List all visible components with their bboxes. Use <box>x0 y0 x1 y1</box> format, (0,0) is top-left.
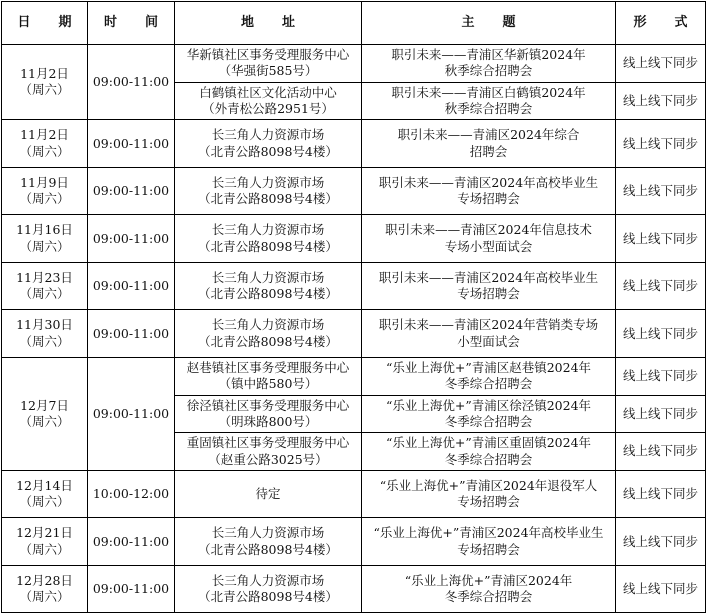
format-cell: 线上线下同步 <box>616 565 706 613</box>
format-cell: 线上线下同步 <box>616 395 706 433</box>
address-cell <box>175 433 362 471</box>
time-cell: 09:00-11:00 <box>88 518 175 566</box>
date-text: 11月30日 <box>16 317 73 333</box>
format-cell: 线上线下同步 <box>616 215 706 263</box>
header-address: 地 址 <box>175 2 362 45</box>
address-line: （明珠路800号） <box>218 413 318 429</box>
time-cell: 09:00-11:00 <box>88 262 175 310</box>
format-cell: 线上线下同步 <box>616 518 706 566</box>
weekday-text: （周六） <box>19 589 70 605</box>
header-row <box>2 2 706 45</box>
date-cell <box>2 45 88 120</box>
date-cell <box>2 262 88 310</box>
table-row <box>2 518 706 566</box>
address-cell <box>175 518 362 566</box>
date-text: 11月16日 <box>16 222 73 238</box>
theme-line: “乐业上海优+”青浦区2024年退役军人 <box>379 477 598 493</box>
address-line: 长三角人力资源市场 <box>211 317 325 333</box>
address-cell <box>175 215 362 263</box>
job-fair-schedule-table <box>1 1 706 613</box>
time-cell: 09:00-11:00 <box>88 565 175 613</box>
table-row <box>2 45 706 83</box>
theme-line: 职引未来——青浦区2024年高校毕业生 <box>378 269 599 285</box>
theme-line: 小型面试会 <box>457 333 520 349</box>
date-text: 12月7日 <box>20 397 69 413</box>
theme-cell <box>362 82 616 120</box>
theme-line: 秋季综合招聘会 <box>444 101 533 117</box>
address-line: 长三角人力资源市场 <box>211 525 325 541</box>
format-cell: 线上线下同步 <box>616 433 706 471</box>
date-cell <box>2 518 88 566</box>
address-line: 长三角人力资源市场 <box>211 572 325 588</box>
theme-cell <box>362 518 616 566</box>
weekday-text: （周六） <box>19 238 70 254</box>
theme-line: 职引未来——青浦区2024年营销类专场 <box>378 317 599 333</box>
theme-cell <box>362 167 616 215</box>
format-cell: 线上线下同步 <box>616 357 706 395</box>
date-text: 12月28日 <box>16 572 73 588</box>
theme-cell <box>362 395 616 433</box>
date-text: 12月21日 <box>16 525 73 541</box>
format-cell: 线上线下同步 <box>616 120 706 168</box>
time-cell: 09:00-11:00 <box>88 215 175 263</box>
address-line: （北青公路8098号4楼） <box>198 191 338 207</box>
address-line: （华强街585号） <box>218 63 318 79</box>
date-cell <box>2 357 88 470</box>
address-line: 赵巷镇社区事务受理服务中心 <box>186 359 350 375</box>
address-line: （外青松公路2951号） <box>202 101 334 117</box>
date-text: 11月23日 <box>16 269 73 285</box>
table-row <box>2 310 706 358</box>
schedule-body <box>2 45 706 613</box>
table-row <box>2 215 706 263</box>
header-date: 日 期 <box>2 2 88 45</box>
format-cell: 线上线下同步 <box>616 470 706 518</box>
address-line: 徐泾镇社区事务受理服务中心 <box>186 397 350 413</box>
weekday-text: （周六） <box>19 191 70 207</box>
table-row <box>2 120 706 168</box>
theme-line: 秋季综合招聘会 <box>444 63 533 79</box>
address-line: （北青公路8098号4楼） <box>198 333 338 349</box>
address-cell <box>175 262 362 310</box>
address-line: 重固镇社区事务受理服务中心 <box>186 435 350 451</box>
theme-line: 职引未来——青浦区2024年高校毕业生 <box>378 174 599 190</box>
theme-cell <box>362 357 616 395</box>
theme-line: 冬季综合招聘会 <box>444 451 533 467</box>
theme-line: 冬季综合招聘会 <box>444 413 533 429</box>
table-row <box>2 470 706 518</box>
date-cell <box>2 565 88 613</box>
address-cell <box>175 167 362 215</box>
time-cell: 09:00-11:00 <box>88 357 175 470</box>
theme-line: 招聘会 <box>469 143 508 159</box>
theme-line: 职引未来——青浦区白鹤镇2024年 <box>391 84 586 100</box>
theme-cell <box>362 310 616 358</box>
header-theme: 主 题 <box>362 2 616 45</box>
date-cell <box>2 215 88 263</box>
theme-cell <box>362 262 616 310</box>
date-text: 11月2日 <box>20 65 69 81</box>
theme-line: “乐业上海优+”青浦区重固镇2024年 <box>385 435 592 451</box>
address-line: 白鹤镇社区文化活动中心 <box>199 84 337 100</box>
address-cell <box>175 357 362 395</box>
theme-cell <box>362 120 616 168</box>
weekday-text: （周六） <box>19 286 70 302</box>
time-cell: 09:00-11:00 <box>88 120 175 168</box>
weekday-text: （周六） <box>19 541 70 557</box>
theme-line: 专场招聘会 <box>457 541 520 557</box>
weekday-text: （周六） <box>19 82 70 98</box>
address-cell <box>175 120 362 168</box>
address-line: 待定 <box>255 486 281 502</box>
format-cell: 线上线下同步 <box>616 262 706 310</box>
theme-line: 专场招聘会 <box>457 286 520 302</box>
theme-line: 职引未来——青浦区2024年信息技术 <box>385 222 592 238</box>
address-line: 长三角人力资源市场 <box>211 269 325 285</box>
address-cell <box>175 310 362 358</box>
address-cell <box>175 82 362 120</box>
address-line: （镇中路580号） <box>218 376 318 392</box>
weekday-text: （周六） <box>19 494 70 510</box>
time-cell: 09:00-11:00 <box>88 310 175 358</box>
address-line: 长三角人力资源市场 <box>211 127 325 143</box>
time-cell: 09:00-11:00 <box>88 167 175 215</box>
address-line: 长三角人力资源市场 <box>211 174 325 190</box>
date-cell <box>2 167 88 215</box>
header-time: 时 间 <box>88 2 175 45</box>
table-row <box>2 262 706 310</box>
theme-cell <box>362 215 616 263</box>
weekday-text: （周六） <box>19 413 70 429</box>
address-line: （赵重公路3025号） <box>208 451 328 467</box>
time-cell: 09:00-11:00 <box>88 45 175 120</box>
table-row <box>2 565 706 613</box>
address-cell <box>175 565 362 613</box>
theme-line: 专场小型面试会 <box>444 238 533 254</box>
theme-line: “乐业上海优+”青浦区2024年 <box>404 572 573 588</box>
address-line: （北青公路8098号4楼） <box>198 238 338 254</box>
table-row <box>2 167 706 215</box>
address-cell <box>175 45 362 83</box>
format-cell: 线上线下同步 <box>616 82 706 120</box>
weekday-text: （周六） <box>19 333 70 349</box>
address-line: （北青公路8098号4楼） <box>198 286 338 302</box>
time-cell: 10:00-12:00 <box>88 470 175 518</box>
address-line: 华新镇社区事务受理服务中心 <box>186 47 350 63</box>
theme-line: “乐业上海优+”青浦区2024年高校毕业生 <box>373 525 604 541</box>
format-cell: 线上线下同步 <box>616 45 706 83</box>
theme-cell <box>362 470 616 518</box>
address-line: （北青公路8098号4楼） <box>198 541 338 557</box>
address-line: （北青公路8098号4楼） <box>198 589 338 605</box>
format-cell: 线上线下同步 <box>616 310 706 358</box>
date-text: 11月2日 <box>20 127 69 143</box>
theme-cell <box>362 565 616 613</box>
theme-line: 冬季综合招聘会 <box>444 376 533 392</box>
theme-line: 专场招聘会 <box>457 494 520 510</box>
address-cell <box>175 395 362 433</box>
table-row <box>2 357 706 395</box>
weekday-text: （周六） <box>19 143 70 159</box>
date-text: 12月14日 <box>16 477 73 493</box>
theme-line: 冬季综合招聘会 <box>444 589 533 605</box>
format-cell: 线上线下同步 <box>616 167 706 215</box>
theme-line: 职引未来——青浦区华新镇2024年 <box>391 47 586 63</box>
address-line: （北青公路8098号4楼） <box>198 143 338 159</box>
address-cell <box>175 470 362 518</box>
theme-cell <box>362 433 616 471</box>
date-text: 11月9日 <box>20 174 69 190</box>
theme-line: “乐业上海优+”青浦区徐泾镇2024年 <box>385 397 592 413</box>
date-cell <box>2 470 88 518</box>
date-cell <box>2 120 88 168</box>
address-line: 长三角人力资源市场 <box>211 222 325 238</box>
theme-line: “乐业上海优+”青浦区赵巷镇2024年 <box>385 359 592 375</box>
date-cell <box>2 310 88 358</box>
header-format: 形 式 <box>616 2 706 45</box>
theme-line: 专场招聘会 <box>457 191 520 207</box>
theme-cell <box>362 45 616 83</box>
theme-line: 职引未来——青浦区2024年综合 <box>397 127 580 143</box>
